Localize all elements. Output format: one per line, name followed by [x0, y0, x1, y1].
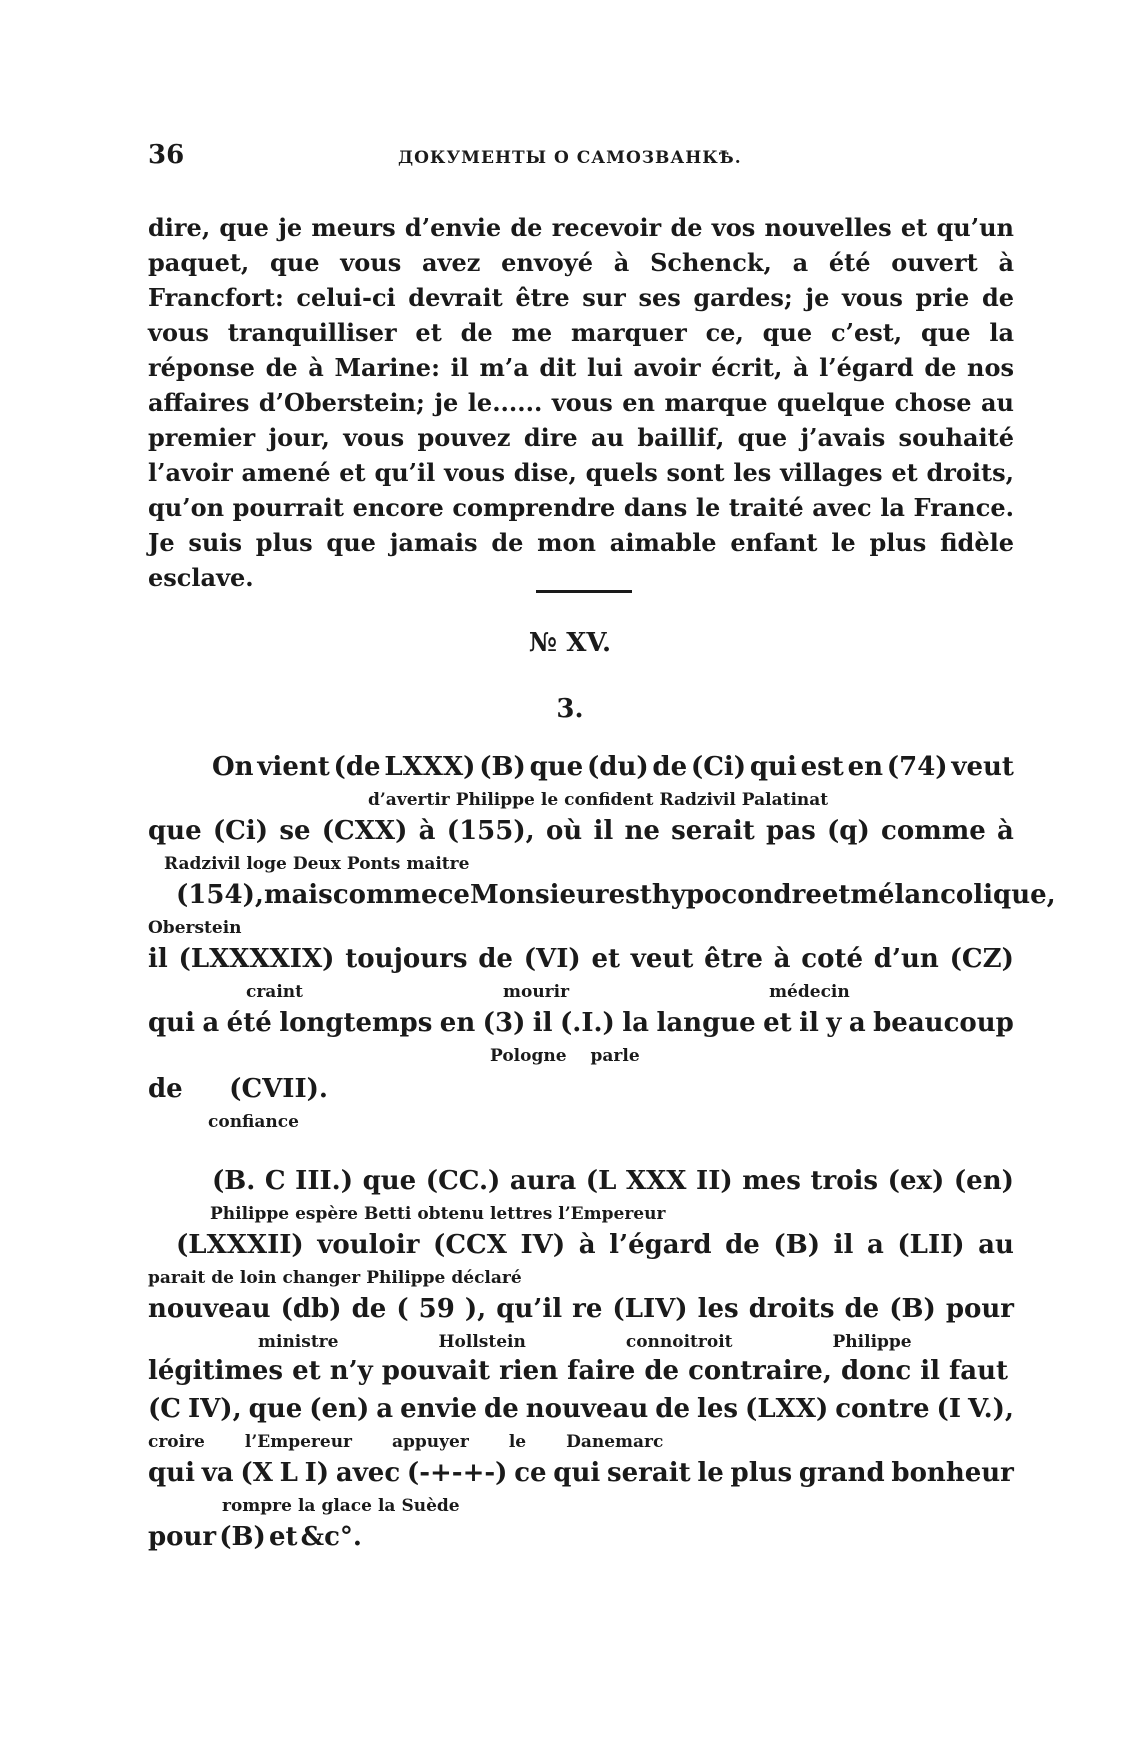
word: mes [742, 1166, 801, 1196]
word: III.) [295, 1166, 354, 1196]
word: est [608, 880, 652, 910]
word: (-+-+-) [406, 1458, 508, 1488]
word: (de [333, 752, 381, 782]
gloss-line [148, 1432, 663, 1452]
word: appuyer [392, 1432, 469, 1452]
word: y [826, 1008, 842, 1038]
word: serait [607, 1458, 691, 1488]
word: la [297, 1496, 316, 1516]
word: Deux [292, 854, 341, 874]
word: pas [766, 816, 816, 846]
word: être [704, 944, 763, 974]
word: au [978, 1230, 1014, 1260]
cipher-line [148, 1356, 1008, 1386]
word: il [799, 1008, 819, 1038]
word: parait [148, 1268, 206, 1288]
word: (VI) [523, 944, 581, 974]
word: que [529, 752, 584, 782]
word: (B) [773, 1230, 821, 1260]
word: veut [630, 944, 694, 974]
word: contre [835, 1394, 930, 1424]
word: pouvait [381, 1356, 491, 1386]
word: et [821, 880, 851, 910]
gloss-line [208, 1112, 299, 1132]
word: (LXX) [745, 1394, 829, 1424]
cipher-line [148, 1522, 362, 1552]
word: les [696, 1394, 739, 1424]
word: donc [840, 1356, 912, 1386]
word: faire [567, 1356, 636, 1386]
word: Betti [363, 1204, 412, 1224]
word: (db) [280, 1294, 342, 1324]
cipher-line [176, 1230, 1014, 1260]
word: (155), [446, 816, 535, 846]
word: le [508, 1432, 527, 1452]
gloss-line [490, 1046, 640, 1066]
word: de [351, 1294, 387, 1324]
word: et [292, 1356, 321, 1386]
word: Philippe [832, 1332, 912, 1352]
word: l’Empereur [558, 1204, 666, 1224]
word: de [644, 1356, 680, 1386]
word: V.), [967, 1394, 1014, 1424]
word: Philippe [455, 790, 535, 810]
cipher-line [148, 1008, 1014, 1038]
word: nouveau [148, 1294, 271, 1324]
word: il [593, 816, 614, 846]
word: à [997, 816, 1014, 846]
word: Danemarc [566, 1432, 664, 1452]
word: qui [148, 1008, 195, 1038]
word: confident [564, 790, 654, 810]
word: se [279, 816, 311, 846]
word: avec [335, 1458, 401, 1488]
word: la [377, 1496, 396, 1516]
word: croire [148, 1432, 205, 1452]
word: d’un [873, 944, 939, 974]
word: de [725, 1230, 760, 1260]
word: (3) [482, 1008, 526, 1038]
word: de [652, 752, 688, 782]
word: Radzivil [164, 854, 241, 874]
word: (Ci) [690, 752, 747, 782]
cipher-line [148, 1074, 328, 1104]
word: de [478, 944, 513, 974]
word: le [697, 1458, 724, 1488]
word: il [920, 1356, 940, 1386]
word: en [847, 752, 884, 782]
word: n’y [329, 1356, 373, 1386]
word: espère [295, 1204, 358, 1224]
word: 59 [418, 1294, 455, 1324]
word: il [833, 1230, 854, 1260]
word: a [848, 1008, 866, 1038]
word: langue [656, 1008, 756, 1038]
word: (CZ) [949, 944, 1014, 974]
word: II) [696, 1166, 733, 1196]
word: (en) [309, 1394, 370, 1424]
word: qu’il [496, 1294, 563, 1324]
word: craint [246, 982, 303, 1002]
word: qui [749, 752, 797, 782]
word: lettres [489, 1204, 553, 1224]
section-number: № XV. [528, 628, 612, 658]
word: rien [499, 1356, 559, 1386]
word: Ponts [346, 854, 401, 874]
word: contraire, [688, 1356, 832, 1386]
word: XXX [625, 1166, 687, 1196]
gloss-line [258, 1332, 912, 1352]
word: (LXXXII) [176, 1230, 304, 1260]
word: nouveau [525, 1394, 649, 1424]
word: ce [437, 880, 470, 910]
word: a [202, 1008, 220, 1038]
word: (B) [889, 1294, 936, 1324]
cipher-line [176, 880, 1056, 910]
word: où [545, 816, 583, 846]
word: aura [509, 1166, 577, 1196]
word: mélancolique, [850, 880, 1056, 910]
word: I) [304, 1458, 330, 1488]
word: &c°. [300, 1522, 362, 1552]
word: (C [148, 1394, 181, 1424]
word: Pologne [490, 1046, 567, 1066]
word: serait [671, 816, 755, 846]
word: (Ci) [212, 816, 269, 846]
word: légitimes [148, 1356, 284, 1386]
word: veut [951, 752, 1014, 782]
word: (du) [586, 752, 649, 782]
word: longtemps [279, 1008, 433, 1038]
word: comme [332, 880, 438, 910]
word: à [773, 944, 791, 974]
word: le [540, 790, 559, 810]
word: beaucoup [873, 1008, 1014, 1038]
word: (154), [176, 880, 264, 910]
word: qui [148, 1458, 195, 1488]
word: faut [949, 1356, 1008, 1386]
word: est [800, 752, 844, 782]
word: (CC.) [425, 1166, 501, 1196]
word: (B. [212, 1166, 256, 1196]
word: les [697, 1294, 739, 1324]
word: (I [936, 1394, 961, 1424]
word: de [211, 1268, 234, 1288]
word: été [226, 1008, 272, 1038]
gloss-line [148, 1268, 522, 1288]
word: coté [801, 944, 864, 974]
word: va [201, 1458, 234, 1488]
word: (q) [826, 816, 870, 846]
word: Hollstein [438, 1332, 526, 1352]
word: Monsieur [469, 880, 609, 910]
word: il [532, 1008, 553, 1038]
running-title: ДОКУМЕНТЫ О САМОЗВАНКѢ. [398, 148, 742, 168]
word: de [148, 1074, 183, 1104]
word: obtenu [417, 1204, 484, 1224]
word: Oberstein [148, 918, 242, 938]
word: LXXX) [384, 752, 476, 782]
word: la [622, 1008, 650, 1038]
word: (L [585, 1166, 617, 1196]
word: à [578, 1230, 596, 1260]
word: (B) [219, 1522, 266, 1552]
cipher-line [148, 1294, 1014, 1324]
word: (en) [953, 1166, 1014, 1196]
word: IV), [187, 1394, 242, 1424]
word: On [212, 752, 254, 782]
word: médecin [769, 982, 850, 1002]
word: (.I.) [559, 1008, 615, 1038]
word: Philippe [210, 1204, 290, 1224]
word: déclaré [451, 1268, 522, 1288]
word: d’avertir [368, 790, 450, 810]
word: changer [282, 1268, 361, 1288]
word: hypocondre [651, 880, 822, 910]
cipher-line [212, 752, 1014, 782]
word: a [376, 1394, 394, 1424]
cipher-line [212, 1166, 1014, 1196]
page-number: 36 [148, 140, 185, 170]
word: grand [798, 1458, 885, 1488]
word: et [268, 1522, 298, 1552]
word: L [279, 1458, 298, 1488]
word: loge [246, 854, 287, 874]
word: que [362, 1166, 417, 1196]
word: de [484, 1394, 519, 1424]
gloss-line [368, 790, 828, 810]
gloss-line [222, 1496, 460, 1516]
gloss-line [164, 854, 469, 874]
word: a [866, 1230, 884, 1260]
word: (B) [479, 752, 526, 782]
word: (ex) [887, 1166, 945, 1196]
word: l’Empereur [244, 1432, 353, 1452]
word: en [439, 1008, 476, 1038]
cipher-line [148, 816, 1014, 846]
word: qui [553, 1458, 601, 1488]
section-subnumber: 3. [556, 694, 584, 724]
word: Suède [401, 1496, 460, 1516]
cipher-line [148, 1394, 1014, 1424]
word: l’égard [609, 1230, 712, 1260]
word: (CCX [433, 1230, 507, 1260]
word: (LXXXXIX) [178, 944, 335, 974]
section-divider [536, 590, 632, 593]
word: mourir [503, 982, 570, 1002]
word: confiance [208, 1112, 299, 1132]
word: rompre [222, 1496, 292, 1516]
word: droits [748, 1294, 835, 1324]
word: IV) [520, 1230, 566, 1260]
word: C [264, 1166, 286, 1196]
word: vouloir [317, 1230, 420, 1260]
word: de [844, 1294, 880, 1324]
word: loin [239, 1268, 277, 1288]
word: (CVII). [229, 1074, 328, 1104]
word: que [248, 1394, 303, 1424]
word: (LII) [897, 1230, 965, 1260]
word: envie [400, 1394, 478, 1424]
letter-paragraph: dire, que je meurs d’envie de recevoir de vos nouvelles et qu’un paquet, que vous avez envoyé à Schenck, a été ouvert à Francfort: celui-ci devrait être sur ses gardes; je vous prie de vous tranquilliser et de me marquer ce, que c’est, que la réponse de à Marine: il m’a dit lui avoir écrit, à l’égard de nos affaires d’Oberstein; je le...... vous en marque quelque chose au premier jour, vous pouvez dire au baillif, que j’avais souhaité l’avoir amené et qu’il vous dise, quels sont les villages et droits, qu’on pourrait encore comprendre dans le traité avec la France. Je suis plus que jamais de mon aimable enfant le plus fidèle esclave. [148, 213, 1014, 592]
word: ce [514, 1458, 547, 1488]
word: Radzivil [659, 790, 736, 810]
word: comme [881, 816, 986, 846]
word: (X [240, 1458, 273, 1488]
word: vient [257, 752, 330, 782]
word: ministre [258, 1332, 339, 1352]
word: connoitroit [625, 1332, 733, 1352]
word: et [591, 944, 621, 974]
cipher-line [148, 944, 1014, 974]
word: ( [396, 1294, 409, 1324]
word: re [572, 1294, 603, 1324]
word: bonheur [891, 1458, 1014, 1488]
word: il [148, 944, 168, 974]
cipher-line [148, 1458, 1014, 1488]
word: toujours [345, 944, 468, 974]
word: ), [464, 1294, 487, 1324]
word: maitre [406, 854, 470, 874]
word: à [418, 816, 436, 846]
word: parle [590, 1046, 640, 1066]
word: (LIV) [612, 1294, 688, 1324]
word: glace [321, 1496, 372, 1516]
word: plus [730, 1458, 793, 1488]
word: trois [810, 1166, 879, 1196]
word: pour [945, 1294, 1014, 1324]
word: et [763, 1008, 792, 1038]
word: que [148, 816, 202, 846]
gloss-line [246, 982, 850, 1002]
word: pour [148, 1522, 217, 1552]
word: (74) [886, 752, 948, 782]
word: Philippe [366, 1268, 446, 1288]
word: ne [624, 816, 660, 846]
gloss-line [148, 918, 242, 938]
word: mais [263, 880, 333, 910]
word: (CXX) [321, 816, 408, 846]
gloss-line [210, 1204, 665, 1224]
word: de [655, 1394, 691, 1424]
word: Palatinat [741, 790, 829, 810]
